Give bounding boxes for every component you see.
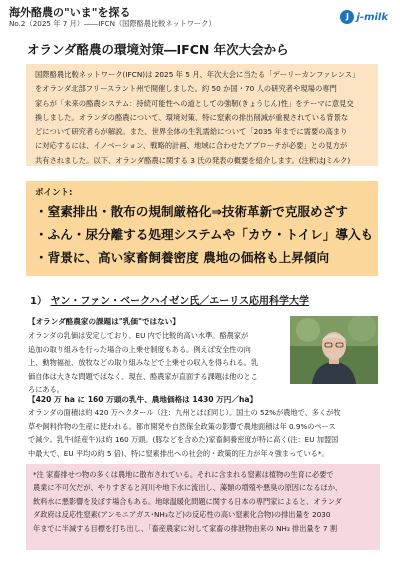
intro-line: 家らが「未来の酪農システム：持続可能性への道としての強靭(きょうじん)性」をテーマに意見交 <box>35 98 354 108</box>
block1-text <box>28 329 288 397</box>
section-block-2 <box>28 394 380 460</box>
note-text <box>33 468 373 535</box>
sub-heading-land: 【420 万 ha に 160 万頭の乳牛、農地価格は 1430 万円／ha】 <box>28 395 258 404</box>
block2-line: オランダの面積は約 420 万ヘクタール（注：九州とほぼ同じ）。国土の 52%が農地で、多くが牧 <box>28 408 341 417</box>
block1-line: 上、動物福祉、放牧などの取り組みなどで上乗せの収入を得られる。乳 <box>28 358 259 368</box>
issue-line: No.2（2025 年 7 月）――IFCN（国際酪農比較ネットワーク） <box>9 19 216 28</box>
point-item: ・ふん・尿分離する処理システムや「カウ・トイレ」導入も <box>35 227 374 242</box>
speaker-photo <box>290 316 378 384</box>
section-heading <box>30 292 309 307</box>
block1-line: 追加の取り組みを行った場合の上乗せ制度もある。例えば安全性の向 <box>28 344 251 354</box>
block1-line: ろにある。 <box>28 385 64 395</box>
intro-line: に対応するには、イノベーション、戦略的計画、地域に合わせたアプローチが必要」との見方が <box>35 141 348 151</box>
block2-line: で減少。乳牛(経産牛)は約 160 万頭。(豚などを含めた)家畜飼養密度が特に高く(注：EU 加盟国 <box>28 435 339 445</box>
points-label: ポイント: <box>35 188 73 198</box>
section-block-1 <box>28 316 288 397</box>
main-title: オランダ酪農の環境対策―IFCN 年次大会から <box>27 42 289 57</box>
series-title: 海外酪農の"いま"を探る <box>9 6 131 19</box>
section-speaker: ヤン・ファン・ベークハイゼン氏／エーリス応用科学大学 <box>50 296 310 307</box>
page-header <box>0 0 400 36</box>
point-item: ・背景に、高い家畜飼養密度 農地の価格も上昇傾向 <box>35 250 330 265</box>
logo-mark-icon: J <box>340 10 354 24</box>
logo-text: j-milk <box>356 11 388 23</box>
intro-line: 共有されました。以下、オランダ酪農に関する 3 氏の発表の概要を紹介します。(注釈はJミルク) <box>35 155 351 165</box>
block2-text <box>28 406 380 460</box>
speaker-portrait-icon <box>290 316 378 384</box>
note-line: 農業に不可欠だが、やりすぎると河川や地下水に流出し、藻類の増殖や悪臭の原因になるほか、 <box>33 483 343 493</box>
intro-line: 換しました。オランダの酪農について、環境対策、特に窒素の排出削減が重視されている背景な <box>35 112 349 122</box>
point-item: ・窒素排出・散布の規制厳格化⇒技術革新で克服めざす <box>35 204 348 219</box>
j-milk-logo <box>340 9 388 25</box>
block1-line: 価自体は大きな問題ではなく、現在、酪農家が直面する課題は他のとこ <box>28 371 258 381</box>
note-line: 飲料水に悪影響を及ぼす場合もある。地球温暖化問題に関する日本の専門家によると、オランダ <box>33 496 342 506</box>
points-box <box>26 181 378 276</box>
intro-line: をオランダ北部フリースラント州で開催しました。約 50 か国・70 人の研究者や現場の専門 <box>35 84 337 94</box>
intro-text <box>35 68 369 168</box>
block2-line: 草や飼料作物の生産に使われる。都市開発や自然保全政策の影響で農地面積は年 0.9%のペース <box>28 421 336 431</box>
sub-heading-milk-price: 【オランダ酪農家の課題は"乳価"ではない】 <box>28 317 180 326</box>
intro-line: 国際酪農比較ネットワーク(IFCN)は 2025 年 5 月、年次大会に当たる「デーリーカンファレンス」 <box>35 70 360 79</box>
block2-line: 中最大で、EU 平均の約 5 倍)、特に窒素排出への社会的・政策的圧力が年々強まっている*。 <box>28 448 329 458</box>
note-line: *注 家畜排せつ物の多くは農地に散布されている。それに含まれる窒素は植物の生育に必要で <box>33 470 334 479</box>
block1-line: オランダの乳価は安定しており、EU 内で比較的高い水準。酪農家が <box>28 331 249 340</box>
intro-line: どについて研究者らが解説。また、世界全体の生乳需給について「2035 年までに需要の高まり <box>35 127 348 137</box>
note-line: ダ政府は反応性窒素(アンモニアガス･NH₃など)の反応性の高い窒素化合物)の排出量を 2030 <box>33 510 331 520</box>
section-number: 1） <box>30 296 47 307</box>
intro-box <box>26 64 378 166</box>
note-box <box>26 464 380 550</box>
note-line: 年までに半減する目標を打ち出し、「畜産農家に対して家畜の排泄物由来の NH₃ 排出量を 7 割 <box>33 523 338 533</box>
